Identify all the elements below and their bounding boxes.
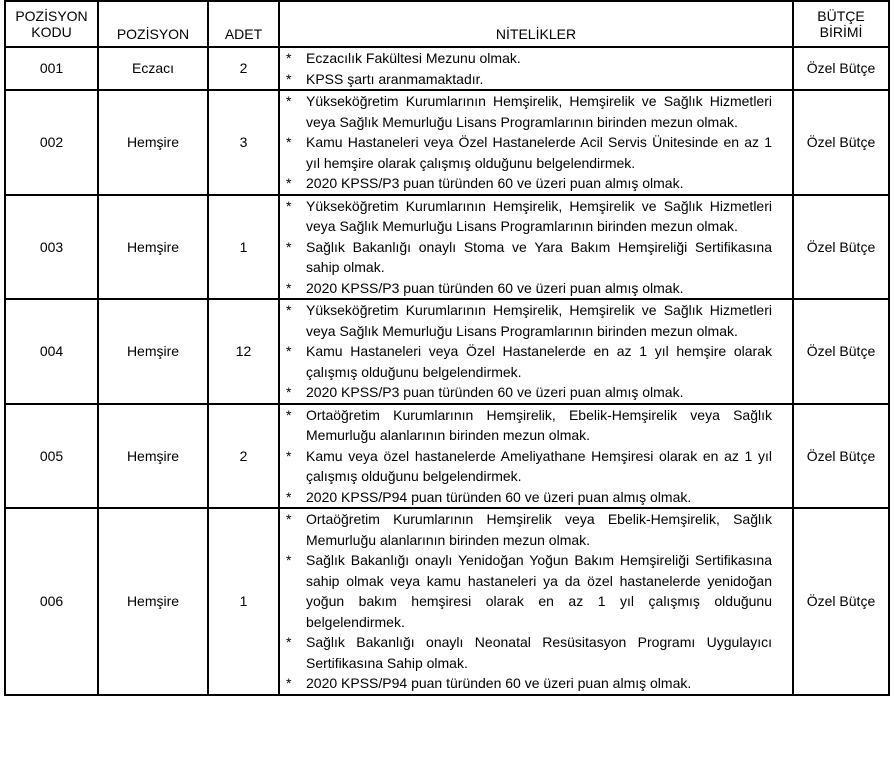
qualification-item bbox=[286, 673, 772, 694]
position-name: Hemşire bbox=[98, 195, 208, 300]
qualification-text: 2020 KPSS/P94 puan türünden 60 ve üzeri puan almış olmak. bbox=[306, 488, 692, 505]
bullet-asterisk: * bbox=[286, 279, 292, 296]
position-code: 004 bbox=[5, 299, 98, 404]
qualification-item bbox=[286, 237, 772, 278]
header-butce-line2: BİRİMİ bbox=[819, 24, 863, 40]
table-row bbox=[5, 404, 889, 509]
bullet-asterisk: * bbox=[286, 343, 292, 359]
bullet-asterisk: * bbox=[286, 488, 292, 505]
bullet-asterisk: * bbox=[286, 384, 292, 400]
qualification-item bbox=[286, 173, 772, 194]
qualification-text: KPSS şartı aranmamaktadır. bbox=[306, 70, 484, 87]
table-row bbox=[5, 299, 889, 404]
table-row bbox=[5, 90, 889, 195]
table-row bbox=[5, 47, 889, 90]
budget-unit: Özel Bütçe bbox=[793, 195, 889, 300]
qualifications-cell bbox=[279, 47, 793, 90]
position-count: 1 bbox=[208, 195, 279, 300]
bullet-asterisk: * bbox=[286, 70, 292, 87]
qualification-item bbox=[286, 48, 772, 69]
qualification-item bbox=[286, 196, 772, 237]
position-code: 003 bbox=[5, 195, 98, 300]
position-count: 12 bbox=[208, 299, 279, 404]
header-kod bbox=[5, 1, 98, 47]
qualification-item bbox=[286, 69, 772, 90]
header-row bbox=[5, 1, 889, 47]
position-count: 2 bbox=[208, 404, 279, 509]
qualification-text: Ortaöğretim Kurumlarının Hemşirelik, Ebelik-Hemşirelik veya Sağlık Memurluğu alanlarının birinden mezun olmak. bbox=[306, 406, 772, 443]
qualification-text: Sağlık Bakanlığı onaylı Neonatal Resüsitasyon Programı Uygulayıcı Sertifikasına Sahip olmak. bbox=[306, 634, 772, 671]
budget-unit: Özel Bütçe bbox=[793, 508, 889, 695]
position-count: 3 bbox=[208, 90, 279, 195]
budget-unit: Özel Bütçe bbox=[793, 404, 889, 509]
qualification-item bbox=[286, 132, 772, 173]
position-code: 002 bbox=[5, 90, 98, 195]
budget-unit: Özel Bütçe bbox=[793, 47, 889, 90]
position-name: Hemşire bbox=[98, 404, 208, 509]
qualification-text: Kamu Hastaneleri veya Özel Hastanelerde Acil Servis Ünitesinde en az 1 yıl hemşire olarak çalışmış olduğunu belgelendirmek. bbox=[306, 134, 772, 171]
header-kod-line2: KODU bbox=[31, 24, 72, 40]
bullet-asterisk: * bbox=[286, 134, 292, 150]
position-name: Hemşire bbox=[98, 90, 208, 195]
qualification-item bbox=[286, 487, 772, 508]
position-name: Eczacı bbox=[98, 47, 208, 90]
qualification-item bbox=[286, 550, 772, 632]
position-code: 005 bbox=[5, 404, 98, 509]
budget-unit: Özel Bütçe bbox=[793, 299, 889, 404]
qualifications-cell bbox=[279, 404, 793, 509]
qualifications-cell bbox=[279, 195, 793, 300]
qualifications-cell bbox=[279, 299, 793, 404]
bullet-asterisk: * bbox=[286, 552, 292, 568]
header-butce-line1: BÜTÇE bbox=[817, 8, 865, 24]
qualification-item bbox=[286, 509, 772, 550]
qualification-text: 2020 KPSS/P3 puan türünden 60 ve üzeri puan almış olmak. bbox=[306, 175, 684, 191]
header-adet: ADET bbox=[208, 1, 279, 47]
qualification-text: Sağlık Bakanlığı onaylı Yenidoğan Yoğun Bakım Hemşireliği Sertifikasına sahip olmak veya kamu hastaneleri ya da özel hastanelerde yenidoğan yoğun bakım hemşiresi olarak en az 1 yıl çalışmış olduğunu belgelendirmek. bbox=[306, 552, 772, 630]
table-body bbox=[5, 47, 889, 695]
qualification-text: Eczacılık Fakültesi Mezunu olmak. bbox=[306, 50, 521, 66]
bullet-asterisk: * bbox=[286, 447, 292, 464]
qualification-item bbox=[286, 446, 772, 487]
position-name: Hemşire bbox=[98, 299, 208, 404]
bullet-asterisk: * bbox=[286, 406, 292, 423]
position-count: 1 bbox=[208, 508, 279, 695]
qualification-text: 2020 KPSS/P3 puan türünden 60 ve üzeri puan almış olmak. bbox=[306, 384, 684, 400]
bullet-asterisk: * bbox=[286, 50, 292, 66]
qualification-text: 2020 KPSS/P94 puan türünden 60 ve üzeri puan almış olmak. bbox=[306, 675, 692, 691]
table-row bbox=[5, 195, 889, 300]
positions-table bbox=[4, 0, 890, 696]
position-code: 006 bbox=[5, 508, 98, 695]
table-row bbox=[5, 508, 889, 695]
qualifications-cell bbox=[279, 508, 793, 695]
bullet-asterisk: * bbox=[286, 175, 292, 191]
bullet-asterisk: * bbox=[286, 302, 292, 318]
qualification-item bbox=[286, 300, 772, 341]
qualification-text: Ortaöğretim Kurumlarının Hemşirelik veya Ebelik-Hemşirelik, Sağlık Memurluğu alanlarının birinden mezun olmak. bbox=[306, 511, 772, 548]
qualification-item bbox=[286, 91, 772, 132]
position-name: Hemşire bbox=[98, 508, 208, 695]
qualification-item bbox=[286, 341, 772, 382]
bullet-asterisk: * bbox=[286, 634, 292, 650]
qualifications-cell bbox=[279, 90, 793, 195]
qualification-item bbox=[286, 278, 772, 299]
qualification-item bbox=[286, 405, 772, 446]
budget-unit: Özel Bütçe bbox=[793, 90, 889, 195]
qualification-item bbox=[286, 632, 772, 673]
bullet-asterisk: * bbox=[286, 511, 292, 527]
qualification-item bbox=[286, 382, 772, 403]
qualification-text: Kamu Hastaneleri veya Özel Hastanelerde en az 1 yıl hemşire olarak çalışmış olduğunu belgelendirmek. bbox=[306, 343, 772, 380]
qualification-text: 2020 KPSS/P3 puan türünden 60 ve üzeri puan almış olmak. bbox=[306, 279, 684, 296]
header-butce bbox=[793, 1, 889, 47]
position-code: 001 bbox=[5, 47, 98, 90]
bullet-asterisk: * bbox=[286, 675, 292, 691]
bullet-asterisk: * bbox=[286, 197, 292, 214]
header-kod-line1: POZİSYON bbox=[15, 8, 88, 24]
qualification-text: Yükseköğretim Kurumlarının Hemşirelik, Hemşirelik ve Sağlık Hizmetleri veya Sağlık Memurluğu Lisans Programlarının birinden mezun olmak. bbox=[306, 197, 772, 234]
bullet-asterisk: * bbox=[286, 93, 292, 109]
qualification-text: Yükseköğretim Kurumlarının Hemşirelik, Hemşirelik ve Sağlık Hizmetleri veya Sağlık Memurluğu Lisans Programlarının birinden mezun olmak. bbox=[306, 93, 772, 130]
qualification-text: Yükseköğretim Kurumlarının Hemşirelik, Hemşirelik ve Sağlık Hizmetleri veya Sağlık Memurluğu Lisans Programlarının birinden mezun olmak. bbox=[306, 302, 772, 339]
qualification-text: Sağlık Bakanlığı onaylı Stoma ve Yara Bakım Hemşireliği Sertifikasına sahip olmak. bbox=[306, 238, 772, 275]
bullet-asterisk: * bbox=[286, 238, 292, 255]
header-pozisyon: POZİSYON bbox=[98, 1, 208, 47]
qualification-text: Kamu veya özel hastanelerde Ameliyathane Hemşiresi olarak en az 1 yıl çalışmış olduğunu belgelendirmek. bbox=[306, 447, 772, 484]
position-count: 2 bbox=[208, 47, 279, 90]
header-nitelikler: NİTELİKLER bbox=[279, 1, 793, 47]
